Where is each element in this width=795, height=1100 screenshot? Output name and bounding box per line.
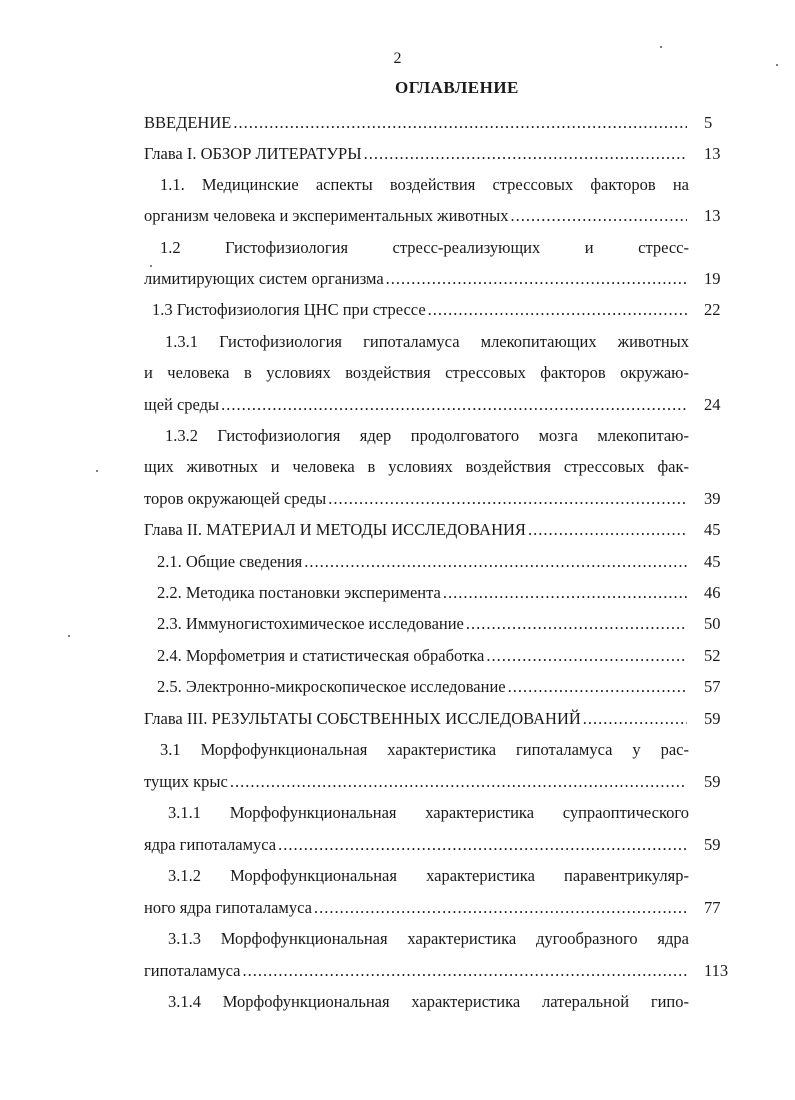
- toc-entry: [152, 295, 689, 325]
- scan-speck: [150, 265, 152, 267]
- toc-leader-dots: [314, 893, 687, 923]
- toc-page-number: 50: [704, 614, 721, 633]
- scan-speck: [68, 635, 70, 637]
- toc-page-number: 57: [704, 677, 721, 696]
- toc-entry: [144, 515, 689, 545]
- toc-entry-title: 2.3. Иммуногистохимическое исследование: [157, 614, 464, 633]
- toc-entry-line: 3.1.4 Морфофункциональная характеристика латеральной гипо-: [168, 992, 689, 1011]
- toc-page-number: 13: [704, 206, 721, 225]
- toc-page-number: 22: [704, 300, 721, 319]
- toc-leader-dots: [278, 830, 687, 860]
- toc-entry-title: 2.4. Морфометрия и статистическая обработка: [157, 646, 485, 665]
- toc-entry: [144, 139, 689, 169]
- toc-page-number: 59: [704, 772, 721, 791]
- toc-leader-dots: [304, 547, 687, 577]
- toc-entry-title: организм человека и экспериментальных животных: [144, 206, 509, 225]
- toc-entry: [144, 893, 689, 923]
- toc-entry: [144, 108, 689, 138]
- toc-entry-title: 2.1. Общие сведения: [157, 552, 303, 571]
- toc-leader-dots: [364, 139, 687, 169]
- toc-entry-title: ВВЕДЕНИЕ: [144, 113, 232, 132]
- scan-speck: [96, 470, 98, 472]
- toc-entry: [144, 767, 689, 797]
- toc-entry-title: 2.5. Электронно-микроскопическое исследование: [157, 677, 506, 696]
- page-title: ОГЛАВЛЕНИЕ: [395, 78, 519, 97]
- toc-leader-dots: [510, 201, 687, 231]
- toc-entry-title: 1.3 Гистофизиология ЦНС при стрессе: [152, 300, 426, 319]
- toc-page-number: 113: [704, 961, 729, 980]
- toc-entry: [157, 609, 689, 639]
- toc-entry: [144, 484, 689, 514]
- scan-speck: [776, 64, 778, 66]
- toc-page-number: 77: [704, 898, 721, 917]
- toc-entry-title: ного ядра гипоталамуса: [144, 898, 312, 917]
- toc-leader-dots: [386, 264, 687, 294]
- page-number: 2: [393, 50, 402, 67]
- toc-leader-dots: [486, 641, 687, 671]
- toc-entry-line: 3.1 Морфофункциональная характеристика гипоталамуса у рас-: [160, 740, 689, 759]
- toc-entry-line: и человека в условиях воздействия стрессовых факторов окружаю-: [144, 363, 689, 382]
- toc-entry-title: 2.2. Методика постановки эксперимента: [157, 583, 441, 602]
- toc-entry: [144, 390, 689, 420]
- toc-page-number: 46: [704, 583, 721, 602]
- toc-leader-dots: [583, 704, 687, 734]
- toc-entry: [157, 672, 689, 702]
- toc-entry-line: щих животных и человека в условиях воздействия стрессовых фак-: [144, 457, 689, 476]
- toc-entry-title: ядра гипоталамуса: [144, 835, 277, 854]
- toc-entry-title: торов окружающей среды: [144, 489, 327, 508]
- toc-leader-dots: [328, 484, 687, 514]
- toc-page-number: 45: [704, 552, 721, 571]
- toc-leader-dots: [242, 956, 687, 986]
- toc-entry-title: гипоталамуса: [144, 961, 241, 980]
- toc-page-number: 52: [704, 646, 721, 665]
- toc-leader-dots: [221, 390, 687, 420]
- toc-page-number: 19: [704, 269, 721, 288]
- toc-leader-dots: [508, 672, 687, 702]
- toc-entry-title: тущих крыс: [144, 772, 228, 791]
- toc-leader-dots: [233, 108, 687, 138]
- toc-page-number: 5: [704, 113, 713, 132]
- toc-entry: [144, 956, 689, 986]
- toc-entry: [157, 547, 689, 577]
- toc-leader-dots: [528, 515, 687, 545]
- toc-entry-title: лимитирующих систем организма: [144, 269, 384, 288]
- toc-page-number: 59: [704, 835, 721, 854]
- toc-leader-dots: [466, 609, 687, 639]
- toc-entry: [157, 578, 689, 608]
- toc-page-number: 39: [704, 489, 721, 508]
- toc-entry: [144, 264, 689, 294]
- toc-entry-line: 1.1. Медицинские аспекты воздействия стрессовых факторов на: [160, 175, 689, 194]
- toc-page-number: 24: [704, 395, 721, 414]
- toc-entry: [157, 641, 689, 671]
- toc-entry-line: 1.3.2 Гистофизиология ядер продолговатого мозга млекопитаю-: [165, 426, 689, 445]
- toc-page-number: 45: [704, 520, 721, 539]
- toc-entry: [144, 201, 689, 231]
- toc-entry-title: щей среды: [144, 395, 220, 414]
- toc-entry: [144, 704, 689, 734]
- toc-entry-line: 3.1.1 Морфофункциональная характеристика супраоптического: [168, 803, 689, 822]
- toc-entry-line: 1.3.1 Гистофизиология гипоталамуса млекопитающих животных: [165, 332, 689, 351]
- toc-entry-title: Глава III. РЕЗУЛЬТАТЫ СОБСТВЕННЫХ ИССЛЕДОВАНИЙ: [144, 709, 581, 728]
- toc-entry-title: Глава I. ОБЗОР ЛИТЕРАТУРЫ: [144, 144, 362, 163]
- scan-speck: [660, 46, 662, 48]
- toc-entry-line: 3.1.2 Морфофункциональная характеристика паравентрикуляр-: [168, 866, 689, 885]
- toc-leader-dots: [230, 767, 687, 797]
- toc-leader-dots: [428, 295, 687, 325]
- toc-entry: [144, 830, 689, 860]
- toc-entry-line: 3.1.3 Морфофункциональная характеристика дугообразного ядра: [168, 929, 689, 948]
- toc-page-number: 13: [704, 144, 721, 163]
- toc-entry-line: 1.2 Гистофизиология стресс-реализующих и стресс-: [160, 238, 689, 257]
- toc-leader-dots: [443, 578, 687, 608]
- toc-page-number: 59: [704, 709, 721, 728]
- toc-entry-title: Глава II. МАТЕРИАЛ И МЕТОДЫ ИССЛЕДОВАНИЯ: [144, 520, 526, 539]
